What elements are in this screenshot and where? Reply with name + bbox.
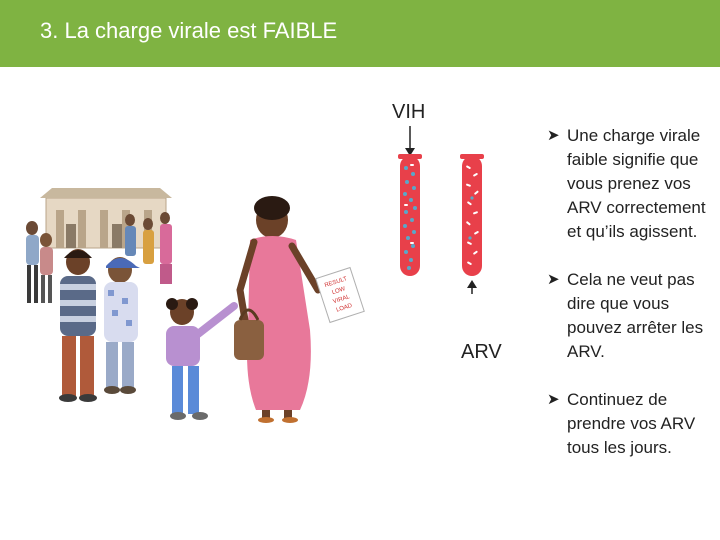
result-line: RESULT	[324, 276, 348, 290]
header-bar	[0, 0, 720, 67]
arv-label: ARV	[461, 341, 502, 363]
bullet-item	[547, 388, 717, 460]
bullet-text: Continuez de prendre vos ARV tous les jours.	[567, 390, 696, 457]
mother-figure	[234, 196, 318, 423]
bullet-text: Cela ne veut pas dire que vous pouvez arrêter les ARV.	[567, 270, 704, 361]
result-line: LOAD	[335, 302, 354, 314]
bullet-list	[547, 124, 717, 460]
lab-result-paper	[316, 268, 364, 323]
bullet-text: Une charge virale faible signifie que vous prenez vos ARV correctement et qu’ils agissent.	[567, 126, 706, 241]
arv-tube	[460, 154, 484, 276]
arrow-bullet-icon: ➤	[547, 127, 560, 144]
result-line: VIRAL	[332, 294, 351, 306]
arrow-bullet-icon: ➤	[547, 271, 560, 288]
boy-figure	[59, 249, 97, 402]
result-line: LOW	[331, 286, 347, 297]
girl-figure	[166, 298, 234, 420]
arv-arrow-head	[467, 280, 477, 288]
capped-boy-figure	[104, 257, 140, 394]
vih-label: VIH	[392, 101, 426, 123]
test-tubes-diagram	[380, 120, 510, 300]
vih-tube	[398, 154, 422, 276]
clinic-scene-illustration	[0, 180, 380, 430]
bullet-item	[547, 124, 717, 244]
slide-title: 3. La charge virale est FAIBLE	[40, 18, 338, 43]
bullet-item	[547, 268, 717, 364]
arrow-bullet-icon: ➤	[547, 391, 560, 408]
